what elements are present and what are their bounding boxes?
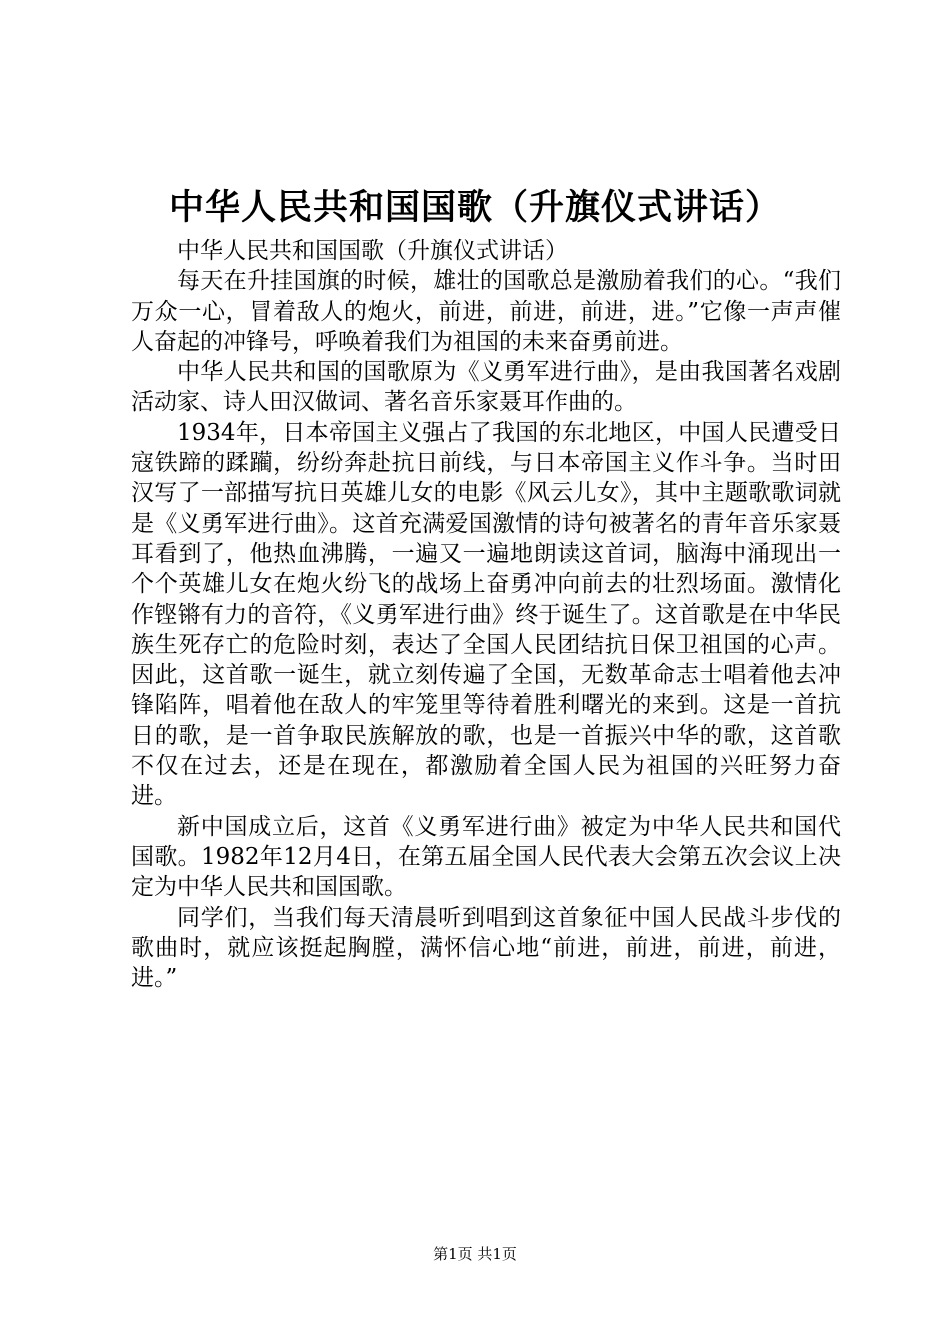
paragraph-intro: 每天在升挂国旗的时候，雄壮的国歌总是激励着我们的心。“我们万众一心，冒着敌人的炮火，前进，前进，前进，进。”它像一声声催人奋起的冲锋号，呼唤着我们为祖国的未来奋勇前进。: [131, 268, 841, 355]
paragraph-closing: 同学们，当我们每天清晨听到唱到这首象征中国人民战斗步伐的歌曲时，就应该挺起胸膛，满怀信心地“前进，前进，前进，前进，进。”: [131, 904, 841, 992]
paragraph-history: 1934年，日本帝国主义强占了我国的东北地区，中国人民遭受日寇铁蹄的蹂躏，纷纷奔赴抗日前线，与日本帝国主义作斗争。当时田汉写了一部描写抗日英雄儿女的电影《风云儿女》，其中主题歌歌词就是《义勇军进行曲》。这首充满爱国激情的诗句被著名的青年音乐家聂耳看到了，他热血沸腾，一遍又一遍地朗读这首词，脑海中涌现出一个个英雄儿女在炮火纷飞的战场上奋勇冲向前去的壮烈场面。激情化作铿锵有力的音符，《义勇军进行曲》终于诞生了。这首歌是在中华民族生死存亡的危险时刻，表达了全国人民团结抗日保卫祖国的心声。因此，这首歌一诞生，就立刻传遍了全国，无数革命志士唱着他去冲锋陷阵，唱着他在敌人的牢笼里等待着胜利曙光的来到。这是一首抗日的歌，是一首争取民族解放的歌，也是一首振兴中华的歌，这首歌不仅在过去，还是在现在，都激励着全国人民为祖国的兴旺努力奋进。: [131, 419, 841, 810]
paragraph-subtitle: 中华人民共和国国歌（升旗仪式讲话）: [177, 238, 568, 264]
paragraph-origin: 中华人民共和国的国歌原为《义勇军进行曲》，是由我国著名戏剧活动家、诗人田汉做词、著名音乐家聂耳作曲的。: [131, 359, 841, 416]
document-body: [131, 236, 841, 993]
paragraph-adoption: 新中国成立后，这首《义勇军进行曲》被定为中华人民共和国代国歌。1982年12月4日，在第五届全国人民代表大会第五次会议上决定为中华人民共和国国歌。: [131, 813, 841, 901]
page-footer: 第1页 共1页: [433, 1245, 517, 1263]
document-title: 中华人民共和国国歌（升旗仪式讲话）: [168, 187, 781, 228]
